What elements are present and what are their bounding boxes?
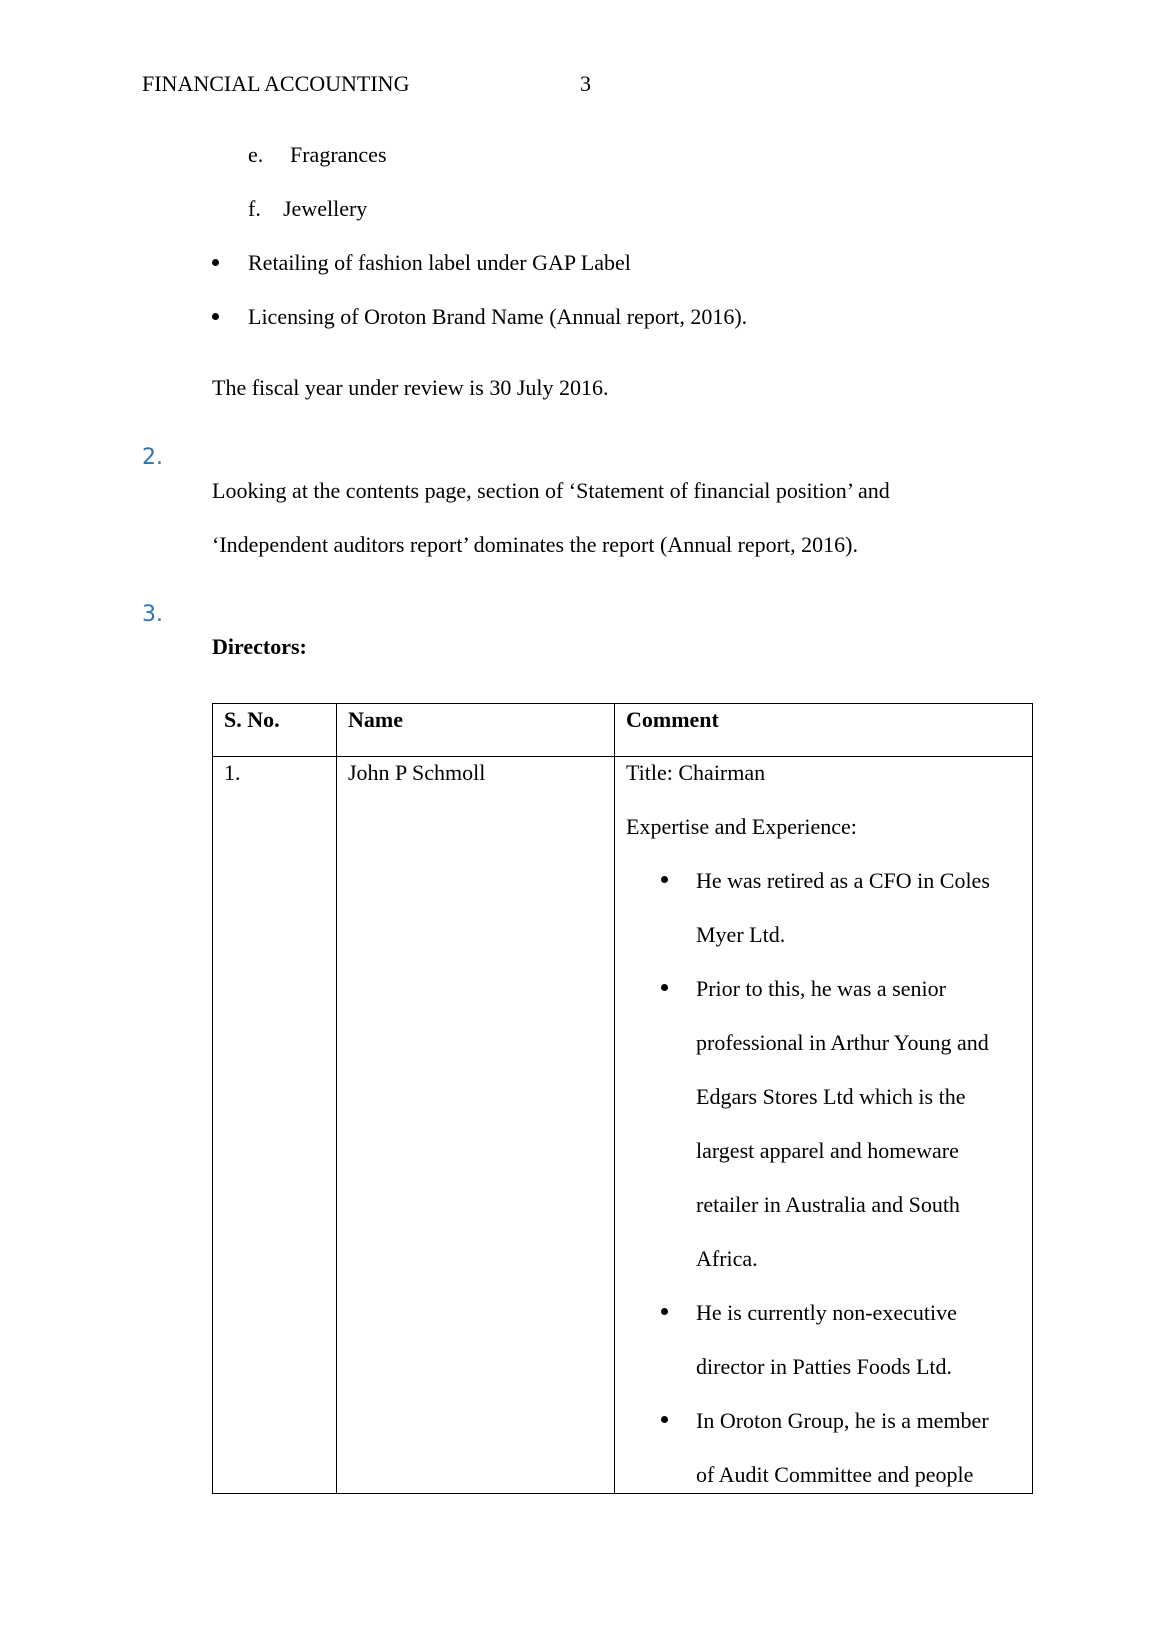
section-3-number: 3. — [142, 602, 163, 627]
bullet-item: Licensing of Oroton Brand Name (Annual report, 2016). — [248, 304, 748, 329]
header-cell — [213, 704, 337, 757]
running-header-title: FINANCIAL ACCOUNTING — [142, 71, 410, 96]
table-row — [213, 757, 1033, 1494]
header-comment: Comment — [626, 707, 719, 732]
table-cell — [615, 757, 1033, 1494]
bullet-icon — [661, 984, 668, 991]
row-sno: 1. — [224, 760, 241, 785]
header-sno: S. No. — [224, 707, 280, 732]
sublist-item: Fragrances — [290, 142, 387, 167]
header-cell — [337, 704, 615, 757]
directors-subheading: Directors: — [212, 634, 307, 659]
comment-line: professional in Arthur Young and — [696, 1030, 989, 1055]
comment-line: of Audit Committee and people — [696, 1462, 974, 1487]
row-expertise-label: Expertise and Experience: — [626, 814, 857, 839]
header-cell — [615, 704, 1033, 757]
header-name: Name — [348, 707, 403, 732]
fiscal-year-paragraph: The fiscal year under review is 30 July 2016. — [212, 375, 609, 400]
section-2-paragraph-line: ‘Independent auditors report’ dominates the report (Annual report, 2016). — [212, 532, 858, 557]
table-header-row — [213, 704, 1033, 757]
sublist-marker: f. — [248, 196, 261, 221]
section-2-paragraph-line: Looking at the contents page, section of ‘Statement of financial position’ and — [212, 478, 890, 503]
comment-line: He was retired as a CFO in Coles — [696, 868, 990, 893]
sublist-marker: e. — [248, 142, 264, 167]
page-number: 3 — [580, 71, 591, 96]
row-name: John P Schmoll — [348, 760, 486, 785]
table-cell — [337, 757, 615, 1494]
bullet-icon — [212, 259, 219, 266]
bullet-icon — [661, 1416, 668, 1423]
comment-line: largest apparel and homeware — [696, 1138, 959, 1163]
bullet-icon — [212, 313, 219, 320]
bullet-icon — [661, 876, 668, 883]
comment-line: Myer Ltd. — [696, 922, 786, 947]
directors-table — [212, 703, 1033, 1494]
comment-line: Africa. — [696, 1246, 758, 1271]
comment-line: retailer in Australia and South — [696, 1192, 960, 1217]
section-2-number: 2. — [142, 445, 163, 470]
comment-line: He is currently non-executive — [696, 1300, 957, 1325]
table-cell — [213, 757, 337, 1494]
comment-line: Edgars Stores Ltd which is the — [696, 1084, 966, 1109]
comment-line: In Oroton Group, he is a member — [696, 1408, 989, 1433]
bullet-item: Retailing of fashion label under GAP Label — [248, 250, 631, 275]
sublist-item: Jewellery — [283, 196, 368, 221]
comment-line: Prior to this, he was a senior — [696, 976, 946, 1001]
comment-line: director in Patties Foods Ltd. — [696, 1354, 953, 1379]
row-title: Title: Chairman — [626, 760, 766, 785]
bullet-icon — [661, 1308, 668, 1315]
